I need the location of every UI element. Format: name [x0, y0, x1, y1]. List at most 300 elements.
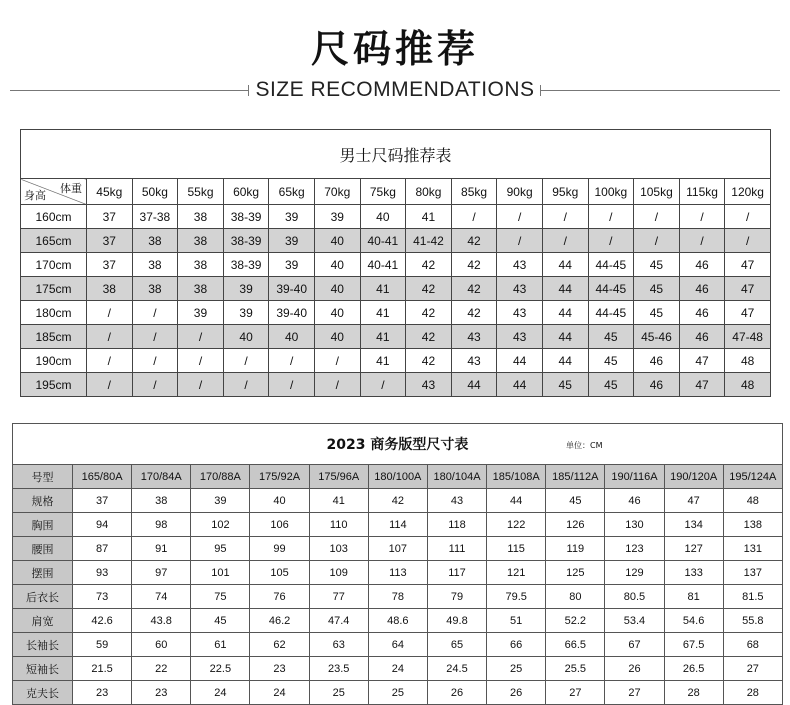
business-table-title: 2023 商务版型尺寸表	[326, 437, 469, 453]
model-header-cell: 180/100A	[368, 465, 427, 489]
size-cell: 46	[679, 325, 725, 349]
measure-value-cell: 63	[309, 633, 368, 657]
size-cell: 38-39	[223, 229, 269, 253]
table-row	[13, 681, 783, 705]
size-cell: 39	[269, 229, 315, 253]
table-row	[13, 513, 783, 537]
model-header-cell: 175/96A	[309, 465, 368, 489]
measure-value-cell: 80.5	[605, 585, 664, 609]
measure-value-cell: 75	[191, 585, 250, 609]
size-cell: 38-39	[223, 205, 269, 229]
size-cell: /	[87, 301, 133, 325]
measure-value-cell: 121	[487, 561, 546, 585]
height-label-cell: 175cm	[21, 277, 87, 301]
measure-value-cell: 40	[250, 489, 309, 513]
size-cell: 42	[406, 253, 452, 277]
measure-value-cell: 126	[546, 513, 605, 537]
weight-header-cell: 105kg	[634, 179, 680, 205]
size-cell: 42	[406, 277, 452, 301]
size-cell: 40	[314, 325, 360, 349]
size-cell: 45	[588, 373, 634, 397]
size-cell: 41	[360, 325, 406, 349]
size-cell: 40	[360, 205, 406, 229]
measure-value-cell: 61	[191, 633, 250, 657]
measure-value-cell: 138	[723, 513, 782, 537]
measure-value-cell: 54.6	[664, 609, 723, 633]
size-cell: 42	[451, 301, 497, 325]
measure-value-cell: 27	[723, 657, 782, 681]
table-row	[21, 229, 771, 253]
measure-value-cell: 67	[605, 633, 664, 657]
measure-value-cell: 42	[368, 489, 427, 513]
measure-value-cell: 127	[664, 537, 723, 561]
height-label-cell: 180cm	[21, 301, 87, 325]
measure-value-cell: 24.5	[427, 657, 486, 681]
measure-value-cell: 26	[487, 681, 546, 705]
measure-value-cell: 110	[309, 513, 368, 537]
size-cell: 47	[679, 349, 725, 373]
size-cell: 41	[360, 301, 406, 325]
size-cell: 43	[497, 325, 543, 349]
size-cell: /	[588, 229, 634, 253]
size-cell: 47	[725, 253, 771, 277]
size-cell: 46	[634, 373, 680, 397]
measure-value-cell: 125	[546, 561, 605, 585]
measure-label-cell: 短袖长	[13, 657, 73, 681]
weight-header-cell: 75kg	[360, 179, 406, 205]
size-cell: 43	[451, 325, 497, 349]
measure-value-cell: 23	[73, 681, 132, 705]
measure-label-cell: 长袖长	[13, 633, 73, 657]
measure-value-cell: 81.5	[723, 585, 782, 609]
measure-value-cell: 26	[605, 657, 664, 681]
measure-value-cell: 118	[427, 513, 486, 537]
size-cell: 46	[634, 349, 680, 373]
measure-value-cell: 109	[309, 561, 368, 585]
measure-value-cell: 103	[309, 537, 368, 561]
table-row	[21, 253, 771, 277]
measure-value-cell: 79.5	[487, 585, 546, 609]
size-cell: 38	[178, 205, 224, 229]
subtitle-row	[0, 76, 790, 106]
size-cell: /	[634, 229, 680, 253]
measure-value-cell: 60	[132, 633, 191, 657]
measure-value-cell: 22.5	[191, 657, 250, 681]
table-row	[13, 561, 783, 585]
measure-value-cell: 53.4	[605, 609, 664, 633]
size-cell: 43	[406, 373, 452, 397]
size-cell: 43	[497, 253, 543, 277]
size-cell: 46	[679, 277, 725, 301]
measure-value-cell: 117	[427, 561, 486, 585]
size-cell: /	[223, 373, 269, 397]
measure-value-cell: 39	[191, 489, 250, 513]
size-cell: /	[132, 373, 178, 397]
corner-header-cell	[21, 179, 87, 205]
size-cell: 40	[314, 253, 360, 277]
size-cell: 37-38	[132, 205, 178, 229]
measure-value-cell: 27	[546, 681, 605, 705]
measure-value-cell: 95	[191, 537, 250, 561]
measure-value-cell: 130	[605, 513, 664, 537]
measure-value-cell: 25	[368, 681, 427, 705]
weight-header-cell: 100kg	[588, 179, 634, 205]
measure-value-cell: 134	[664, 513, 723, 537]
weight-header-cell: 70kg	[314, 179, 360, 205]
measure-value-cell: 25	[309, 681, 368, 705]
page-subtitle: SIZE RECOMMENDATIONS	[255, 78, 535, 101]
size-cell: 39-40	[269, 301, 315, 325]
measure-value-cell: 107	[368, 537, 427, 561]
size-cell: 39	[314, 205, 360, 229]
size-cell: 43	[451, 349, 497, 373]
business-table-caption	[13, 424, 783, 465]
table-row	[21, 349, 771, 373]
size-cell: /	[269, 373, 315, 397]
size-cell: 45	[634, 253, 680, 277]
size-cell: /	[725, 229, 771, 253]
size-cell: 47	[679, 373, 725, 397]
corner-weight-label: 体重	[60, 182, 82, 195]
business-size-table	[12, 423, 783, 705]
measure-value-cell: 46	[605, 489, 664, 513]
size-cell: 40	[223, 325, 269, 349]
unit-label: 单位：CM	[566, 441, 603, 450]
size-cell: 38	[132, 277, 178, 301]
weight-header-cell: 115kg	[679, 179, 725, 205]
size-cell: 48	[725, 373, 771, 397]
measure-value-cell: 64	[368, 633, 427, 657]
measure-value-cell: 45	[546, 489, 605, 513]
measure-value-cell: 73	[73, 585, 132, 609]
size-cell: 45	[634, 277, 680, 301]
weight-header-cell: 60kg	[223, 179, 269, 205]
size-cell: 45	[542, 373, 588, 397]
measure-value-cell: 123	[605, 537, 664, 561]
size-cell: 38	[132, 253, 178, 277]
corner-height-label: 身高	[24, 189, 46, 202]
size-cell: 40	[269, 325, 315, 349]
size-cell: 39	[178, 301, 224, 325]
size-cell: 38	[178, 229, 224, 253]
measure-label-cell: 规格	[13, 489, 73, 513]
measure-value-cell: 21.5	[73, 657, 132, 681]
height-label-cell: 190cm	[21, 349, 87, 373]
measure-label-cell: 腰围	[13, 537, 73, 561]
model-header-cell: 195/124A	[723, 465, 782, 489]
size-cell: 39-40	[269, 277, 315, 301]
size-cell: /	[223, 349, 269, 373]
table-row	[21, 325, 771, 349]
size-cell: 44-45	[588, 277, 634, 301]
measure-value-cell: 42.6	[73, 609, 132, 633]
measure-value-cell: 45	[191, 609, 250, 633]
weight-header-cell: 65kg	[269, 179, 315, 205]
size-cell: 46	[679, 301, 725, 325]
measure-value-cell: 24	[368, 657, 427, 681]
table-row	[13, 489, 783, 513]
size-cell: /	[87, 349, 133, 373]
size-cell: 47	[725, 301, 771, 325]
size-cell: 45-46	[634, 325, 680, 349]
size-cell: /	[725, 205, 771, 229]
mens-table-title: 男士尺码推荐表	[21, 130, 771, 179]
size-cell: 45	[634, 301, 680, 325]
measure-value-cell: 111	[427, 537, 486, 561]
weight-header-cell: 55kg	[178, 179, 224, 205]
measure-value-cell: 80	[546, 585, 605, 609]
measure-value-cell: 26	[427, 681, 486, 705]
size-cell: /	[542, 205, 588, 229]
measure-value-cell: 55.8	[723, 609, 782, 633]
size-cell: /	[679, 205, 725, 229]
size-cell: 37	[87, 205, 133, 229]
size-cell: 43	[497, 277, 543, 301]
measure-value-cell: 94	[73, 513, 132, 537]
size-cell: /	[314, 373, 360, 397]
size-cell: 47	[725, 277, 771, 301]
measure-value-cell: 78	[368, 585, 427, 609]
size-cell: 42	[406, 301, 452, 325]
size-cell: 44-45	[588, 301, 634, 325]
size-cell: 38	[132, 229, 178, 253]
size-cell: 44	[542, 277, 588, 301]
measure-value-cell: 43.8	[132, 609, 191, 633]
measure-value-cell: 101	[191, 561, 250, 585]
measure-value-cell: 26.5	[664, 657, 723, 681]
size-cell: /	[314, 349, 360, 373]
size-cell: 45	[588, 325, 634, 349]
weight-header-cell: 90kg	[497, 179, 543, 205]
size-cell: /	[634, 205, 680, 229]
measure-value-cell: 28	[664, 681, 723, 705]
measure-value-cell: 102	[191, 513, 250, 537]
measure-value-cell: 91	[132, 537, 191, 561]
size-cell: 39	[223, 301, 269, 325]
table-row	[21, 373, 771, 397]
measure-value-cell: 43	[427, 489, 486, 513]
measure-value-cell: 122	[487, 513, 546, 537]
measure-value-cell: 25	[487, 657, 546, 681]
size-cell: 40	[314, 277, 360, 301]
measure-value-cell: 23	[250, 657, 309, 681]
size-cell: 43	[497, 301, 543, 325]
measure-value-cell: 47.4	[309, 609, 368, 633]
table-row	[13, 633, 783, 657]
size-cell: 42	[451, 277, 497, 301]
measure-value-cell: 44	[487, 489, 546, 513]
size-cell: 46	[679, 253, 725, 277]
size-cell: 44-45	[588, 253, 634, 277]
measure-value-cell: 81	[664, 585, 723, 609]
height-label-cell: 170cm	[21, 253, 87, 277]
size-cell: 41	[360, 277, 406, 301]
size-cell: /	[178, 373, 224, 397]
height-label-cell: 165cm	[21, 229, 87, 253]
table-row	[13, 657, 783, 681]
model-header-cell: 185/112A	[546, 465, 605, 489]
measure-value-cell: 23.5	[309, 657, 368, 681]
size-cell: 38-39	[223, 253, 269, 277]
model-header-cell: 175/92A	[250, 465, 309, 489]
size-cell: /	[132, 349, 178, 373]
measure-value-cell: 79	[427, 585, 486, 609]
size-cell: 41	[360, 349, 406, 373]
measure-value-cell: 48	[723, 489, 782, 513]
size-cell: 44	[542, 301, 588, 325]
measure-value-cell: 119	[546, 537, 605, 561]
measure-value-cell: 76	[250, 585, 309, 609]
measure-value-cell: 131	[723, 537, 782, 561]
measure-value-cell: 24	[191, 681, 250, 705]
size-cell: 44	[497, 373, 543, 397]
size-cell: 42	[451, 253, 497, 277]
size-cell: 48	[725, 349, 771, 373]
measure-value-cell: 65	[427, 633, 486, 657]
size-cell: 42	[451, 229, 497, 253]
size-cell: /	[497, 205, 543, 229]
table-row	[21, 301, 771, 325]
size-cell: 38	[87, 277, 133, 301]
measure-value-cell: 66.5	[546, 633, 605, 657]
size-cell: 45	[588, 349, 634, 373]
size-cell: 40-41	[360, 229, 406, 253]
size-cell: 40	[314, 301, 360, 325]
measure-label-cell: 肩宽	[13, 609, 73, 633]
measure-value-cell: 49.8	[427, 609, 486, 633]
measure-value-cell: 22	[132, 657, 191, 681]
measure-value-cell: 67.5	[664, 633, 723, 657]
size-cell: /	[87, 373, 133, 397]
measure-value-cell: 113	[368, 561, 427, 585]
measure-value-cell: 37	[73, 489, 132, 513]
measure-value-cell: 59	[73, 633, 132, 657]
table-row	[21, 205, 771, 229]
model-header-cell: 170/84A	[132, 465, 191, 489]
measure-value-cell: 47	[664, 489, 723, 513]
measure-value-cell: 46.2	[250, 609, 309, 633]
measure-value-cell: 38	[132, 489, 191, 513]
measure-value-cell: 97	[132, 561, 191, 585]
weight-header-cell: 120kg	[725, 179, 771, 205]
measure-value-cell: 28	[723, 681, 782, 705]
weight-header-cell: 95kg	[542, 179, 588, 205]
height-label-cell: 160cm	[21, 205, 87, 229]
measure-value-cell: 77	[309, 585, 368, 609]
size-cell: 38	[178, 277, 224, 301]
measure-value-cell: 62	[250, 633, 309, 657]
measure-value-cell: 25.5	[546, 657, 605, 681]
size-cell: /	[87, 325, 133, 349]
size-cell: 40	[314, 229, 360, 253]
measure-value-cell: 129	[605, 561, 664, 585]
page-title: 尺码推荐	[310, 27, 479, 71]
size-cell: 40-41	[360, 253, 406, 277]
mens-size-table	[20, 129, 771, 397]
size-cell: /	[132, 325, 178, 349]
size-cell: 44	[542, 349, 588, 373]
model-header-cell: 170/88A	[191, 465, 250, 489]
size-cell: /	[178, 349, 224, 373]
size-cell: 41	[406, 205, 452, 229]
size-cell: /	[588, 205, 634, 229]
measure-value-cell: 68	[723, 633, 782, 657]
size-cell: /	[542, 229, 588, 253]
size-cell: 37	[87, 229, 133, 253]
measure-value-cell: 106	[250, 513, 309, 537]
size-cell: /	[679, 229, 725, 253]
measure-label-cell: 摆围	[13, 561, 73, 585]
size-cell: /	[451, 205, 497, 229]
measure-value-cell: 51	[487, 609, 546, 633]
measure-value-cell: 52.2	[546, 609, 605, 633]
measure-value-cell: 105	[250, 561, 309, 585]
model-header-cell: 190/116A	[605, 465, 664, 489]
measure-value-cell: 48.6	[368, 609, 427, 633]
measure-value-cell: 99	[250, 537, 309, 561]
measure-value-cell: 74	[132, 585, 191, 609]
size-cell: 41-42	[406, 229, 452, 253]
model-header-cell: 180/104A	[427, 465, 486, 489]
measure-value-cell: 66	[487, 633, 546, 657]
model-header-cell: 165/80A	[73, 465, 132, 489]
measure-value-cell: 137	[723, 561, 782, 585]
size-cell: 38	[178, 253, 224, 277]
measure-label-cell: 克夫长	[13, 681, 73, 705]
measure-label-cell: 后衣长	[13, 585, 73, 609]
height-label-cell: 195cm	[21, 373, 87, 397]
measure-value-cell: 98	[132, 513, 191, 537]
table-row	[13, 537, 783, 561]
size-cell: 39	[269, 205, 315, 229]
size-cell: 44	[497, 349, 543, 373]
height-label-cell: 185cm	[21, 325, 87, 349]
weight-header-cell: 45kg	[87, 179, 133, 205]
size-cell: /	[360, 373, 406, 397]
weight-header-cell: 50kg	[132, 179, 178, 205]
measure-value-cell: 133	[664, 561, 723, 585]
size-cell: 44	[542, 325, 588, 349]
measure-value-cell: 87	[73, 537, 132, 561]
measure-value-cell: 115	[487, 537, 546, 561]
measure-value-cell: 24	[250, 681, 309, 705]
size-cell: /	[269, 349, 315, 373]
table-row	[21, 277, 771, 301]
model-header-cell: 190/120A	[664, 465, 723, 489]
size-cell: 47-48	[725, 325, 771, 349]
size-cell: /	[178, 325, 224, 349]
size-cell: 44	[542, 253, 588, 277]
model-header-label: 号型	[13, 465, 73, 489]
size-cell: 37	[87, 253, 133, 277]
size-cell: 42	[406, 325, 452, 349]
measure-value-cell: 114	[368, 513, 427, 537]
weight-header-cell: 80kg	[406, 179, 452, 205]
size-cell: 39	[223, 277, 269, 301]
measure-label-cell: 胸围	[13, 513, 73, 537]
model-header-cell: 185/108A	[487, 465, 546, 489]
size-cell: 44	[451, 373, 497, 397]
measure-value-cell: 23	[132, 681, 191, 705]
weight-header-cell: 85kg	[451, 179, 497, 205]
size-cell: /	[132, 301, 178, 325]
measure-value-cell: 41	[309, 489, 368, 513]
measure-value-cell: 93	[73, 561, 132, 585]
table-row	[13, 609, 783, 633]
measure-value-cell: 27	[605, 681, 664, 705]
size-cell: 39	[269, 253, 315, 277]
size-cell: /	[497, 229, 543, 253]
